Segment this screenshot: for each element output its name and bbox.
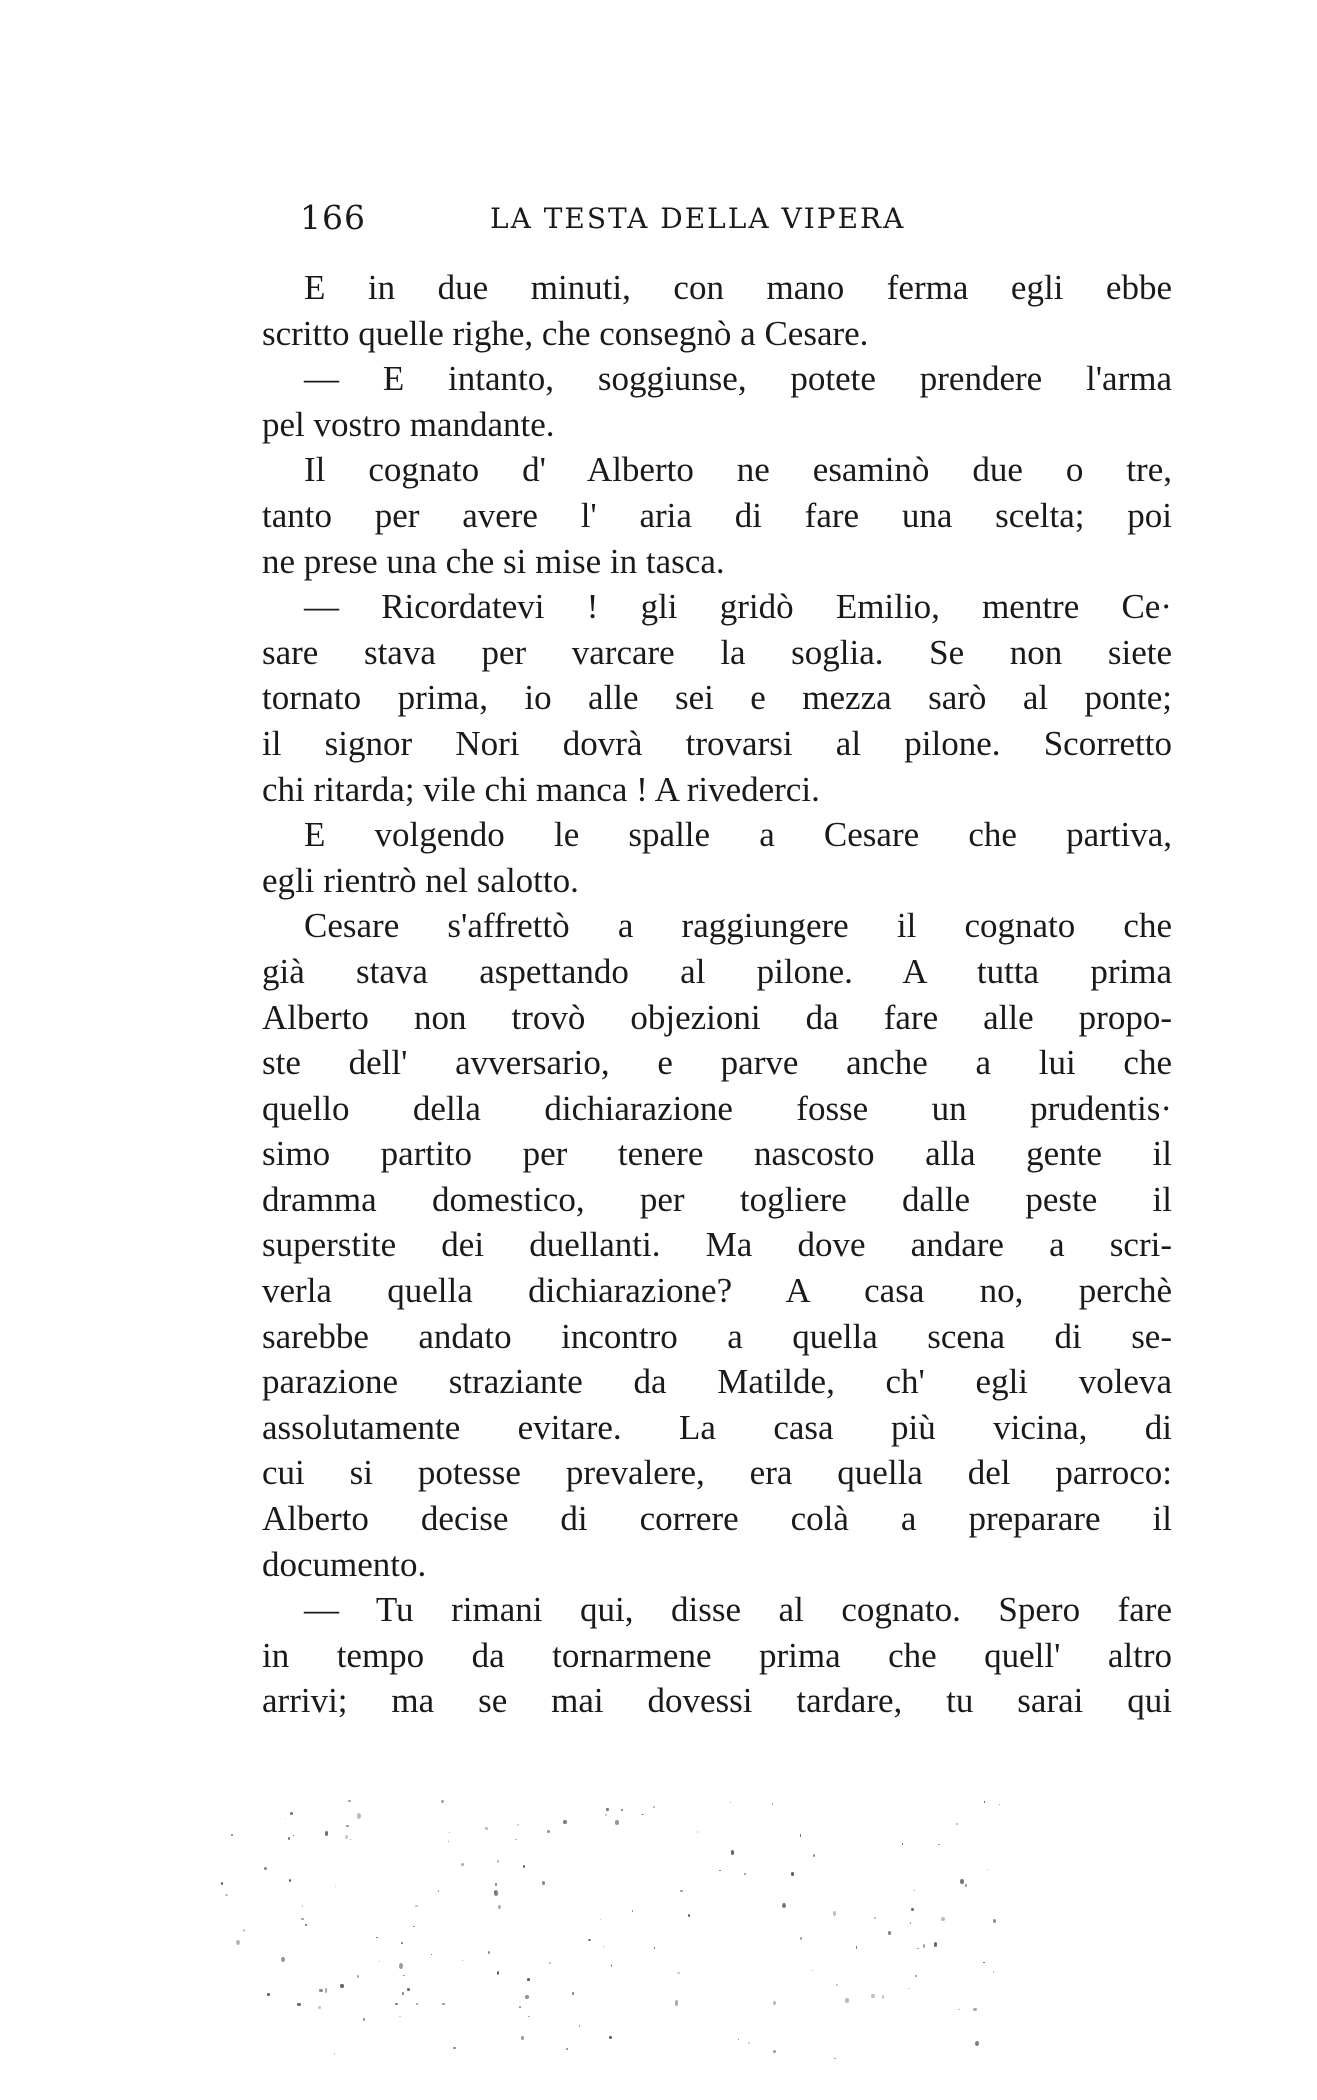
speckle bbox=[791, 1872, 795, 1877]
speckle bbox=[987, 1869, 988, 1871]
speckle bbox=[888, 1931, 891, 1934]
speckle bbox=[772, 1803, 774, 1804]
speckle bbox=[800, 1937, 803, 1940]
speckle bbox=[675, 2000, 679, 2006]
speckle bbox=[999, 1804, 1000, 1805]
speckle bbox=[856, 1946, 858, 1949]
speckle bbox=[357, 1975, 359, 1978]
speckle bbox=[632, 1910, 633, 1912]
speckle bbox=[915, 1975, 917, 1978]
speckle bbox=[357, 1813, 361, 1819]
speckle bbox=[448, 1841, 449, 1842]
text-line: in tempo da tornarmene prima che quell' altro bbox=[262, 1635, 1172, 1675]
speckle bbox=[462, 1960, 463, 1961]
speckle bbox=[225, 1894, 228, 1897]
speckle bbox=[549, 1962, 551, 1964]
speckle bbox=[264, 1867, 266, 1870]
speckle bbox=[453, 2047, 456, 2049]
text-line: — Ricordatevi ! gli gridò Emilio, mentre Ce· bbox=[304, 587, 1172, 627]
text-line: ne prese una che si mise in tasca. bbox=[262, 541, 725, 581]
text-line: ste dell' avversario, e parve anche a lui che bbox=[262, 1043, 1172, 1083]
speckle bbox=[984, 1801, 985, 1803]
speckle bbox=[579, 2025, 580, 2026]
speckle bbox=[267, 1993, 269, 1996]
speckle bbox=[547, 1830, 550, 1833]
speckle bbox=[431, 1954, 432, 1955]
speckle bbox=[236, 1940, 239, 1945]
speckle bbox=[243, 1929, 245, 1932]
text-line: pel vostro mandante. bbox=[262, 404, 555, 444]
speckle bbox=[688, 1914, 690, 1916]
speckle bbox=[350, 1839, 352, 1840]
speckle bbox=[975, 2041, 979, 2046]
speckle bbox=[415, 1905, 418, 1907]
speckle bbox=[956, 1823, 958, 1824]
speckle bbox=[281, 1957, 285, 1962]
speckle bbox=[941, 1917, 945, 1921]
speckle bbox=[641, 1814, 643, 1816]
text-line: cui si potesse prevalere, era quella del parroco: bbox=[262, 1453, 1172, 1493]
speckle bbox=[845, 1998, 848, 2002]
speckle bbox=[363, 2018, 365, 2020]
speckle bbox=[917, 1948, 918, 1949]
body-text bbox=[262, 265, 1172, 1724]
speckle bbox=[731, 1850, 734, 1854]
speckle bbox=[485, 1827, 488, 1829]
speckle bbox=[606, 1808, 609, 1812]
text-line: documento. bbox=[262, 1544, 427, 1584]
speckle bbox=[965, 1884, 967, 1887]
speckle bbox=[495, 1883, 496, 1885]
speckle bbox=[923, 1944, 926, 1947]
speckle bbox=[345, 1835, 348, 1839]
speckle bbox=[305, 1924, 307, 1925]
speckle bbox=[527, 1978, 530, 1981]
speckle bbox=[748, 2042, 750, 2044]
text-line: dramma domestico, per togliere dalle peste il bbox=[262, 1179, 1172, 1219]
speckle bbox=[521, 2036, 524, 2041]
speckle bbox=[813, 1854, 815, 1857]
speckle bbox=[566, 2048, 568, 2050]
text-line: — Tu rimani qui, disse al cognato. Spero fare bbox=[304, 1590, 1172, 1630]
speckle bbox=[773, 2050, 776, 2053]
text-line: E in due minuti, con mano ferma egli ebbe bbox=[304, 268, 1172, 307]
speckle bbox=[738, 2039, 739, 2040]
speckle bbox=[611, 1964, 612, 1966]
speckle bbox=[973, 2008, 977, 2011]
speckle bbox=[874, 1917, 876, 1919]
speckle bbox=[600, 1919, 601, 1920]
speckle bbox=[993, 1919, 997, 1923]
speckle bbox=[403, 1975, 404, 1977]
speckle bbox=[882, 1995, 885, 1999]
speckle bbox=[902, 1843, 903, 1844]
page-number: 166 bbox=[300, 198, 366, 237]
speckle bbox=[603, 1946, 604, 1947]
speckle bbox=[399, 1963, 403, 1969]
speckle bbox=[910, 1922, 912, 1924]
speckle bbox=[441, 1800, 443, 1803]
speckle bbox=[908, 1988, 909, 1989]
speckle bbox=[958, 2009, 960, 2011]
text-line: parazione straziante da Matilde, ch' egli voleva bbox=[262, 1362, 1172, 1402]
text-line: quello della dichiarazione fosse un prudentis· bbox=[262, 1088, 1172, 1128]
speckle bbox=[588, 1939, 591, 1941]
speckle bbox=[913, 1890, 915, 1891]
text-line: simo partito per tenere nascosto alla gente il bbox=[262, 1134, 1172, 1174]
text-line: superstite dei duellanti. Ma dove andare a scri- bbox=[262, 1225, 1172, 1265]
text-line: Alberto non trovò objezioni da fare alle propo- bbox=[262, 997, 1172, 1037]
speckle bbox=[515, 1839, 517, 1841]
speckle bbox=[319, 1989, 323, 1991]
text-line: il signor Nori dovrà trovarsi al pilone. Scorretto bbox=[262, 723, 1172, 763]
speckle bbox=[677, 1972, 679, 1974]
text-line: assolutamente evitare. La casa più vicina, di bbox=[262, 1407, 1172, 1447]
speckle bbox=[289, 1879, 291, 1882]
text-line: Alberto decise di correre colà a preparare il bbox=[262, 1499, 1172, 1539]
speckle bbox=[376, 1937, 378, 1938]
speckle bbox=[413, 1926, 414, 1927]
speckle bbox=[572, 1992, 574, 1995]
speckle bbox=[302, 1905, 304, 1907]
speckle bbox=[346, 1825, 349, 1828]
speckle bbox=[416, 2003, 418, 2005]
text-line: già stava aspettando al pilone. A tutta prima bbox=[262, 951, 1172, 991]
speckle bbox=[334, 2053, 335, 2055]
speckle bbox=[528, 2016, 530, 2017]
speckle bbox=[993, 1971, 994, 1973]
speckle bbox=[983, 1962, 985, 1963]
speckle bbox=[497, 1971, 500, 1975]
speckle bbox=[407, 1988, 410, 1991]
speckle bbox=[288, 1837, 290, 1840]
speckle bbox=[782, 1903, 786, 1908]
text-line: E volgendo le spalle a Cesare che partiva, bbox=[304, 815, 1172, 855]
speckle bbox=[812, 1970, 813, 1971]
speckle bbox=[438, 1890, 440, 1892]
text-line: chi ritarda; vile chi manca ! A rivederci. bbox=[262, 769, 820, 809]
text-line: arrivi; ma se mai dovessi tardare, tu sarai qui bbox=[262, 1681, 1172, 1721]
speckle bbox=[488, 1951, 490, 1954]
speckle bbox=[833, 1911, 836, 1915]
text-line: verla quella dichiarazione? A casa no, perchè bbox=[262, 1271, 1172, 1311]
page-header bbox=[300, 198, 1180, 242]
speckle bbox=[621, 1809, 623, 1811]
speckle bbox=[605, 1814, 607, 1816]
speckle bbox=[290, 1812, 292, 1815]
text-line: egli rientrò nel salotto. bbox=[262, 860, 579, 900]
speckle bbox=[680, 1890, 683, 1892]
text-line: scritto quelle righe, che consegnò a Cesare. bbox=[262, 313, 869, 353]
speckle bbox=[399, 2016, 401, 2017]
speckle bbox=[221, 1882, 223, 1885]
text-line: tanto per avere l' aria di fare una scelta; poi bbox=[262, 495, 1172, 535]
running-title: LA TESTA DELLA VIPERA bbox=[490, 202, 906, 235]
speckle bbox=[654, 1947, 655, 1948]
speckle bbox=[401, 1942, 403, 1944]
speckle bbox=[525, 1995, 528, 1999]
speckle bbox=[871, 1994, 874, 1998]
speckle bbox=[402, 1992, 404, 1995]
speckle bbox=[494, 1890, 498, 1896]
speckle bbox=[653, 1806, 655, 1808]
speckle bbox=[297, 2003, 301, 2007]
speckle bbox=[335, 1886, 336, 1887]
speckle bbox=[498, 1905, 501, 1909]
speckle bbox=[719, 1870, 721, 1871]
speckle bbox=[609, 2036, 612, 2039]
speckle bbox=[318, 2006, 322, 2009]
speckle bbox=[293, 1835, 294, 1836]
speckle bbox=[231, 1834, 233, 1836]
speckle bbox=[519, 2006, 521, 2008]
text-line: Il cognato d' Alberto ne esaminò due o tre, bbox=[304, 450, 1172, 490]
speckle bbox=[461, 1863, 464, 1866]
speckle bbox=[800, 1834, 802, 1836]
text-line: sarebbe andato incontro a quella scena di se- bbox=[262, 1316, 1172, 1356]
text-line: Cesare s'affrettò a raggiungere il cognato che bbox=[304, 906, 1172, 946]
speckle bbox=[379, 1961, 380, 1962]
speckle bbox=[563, 1820, 567, 1825]
speckle bbox=[615, 1820, 619, 1824]
speckle bbox=[834, 2058, 835, 2059]
speckle bbox=[449, 1832, 450, 1833]
text-line: sare stava per varcare la soglia. Se non siete bbox=[262, 632, 1172, 672]
speckle bbox=[340, 1984, 343, 1988]
speckle bbox=[395, 2003, 398, 2005]
text-line: — E intanto, soggiunse, potete prendere l'arma bbox=[304, 359, 1172, 399]
speckle bbox=[497, 1860, 499, 1863]
speckle bbox=[442, 2003, 445, 2005]
speckle bbox=[911, 1908, 913, 1911]
speckle bbox=[744, 1873, 746, 1875]
speckle bbox=[285, 1818, 287, 1819]
speckle bbox=[938, 1844, 940, 1846]
speckle bbox=[960, 1879, 964, 1884]
speckle bbox=[773, 2001, 776, 2005]
speckle bbox=[730, 1802, 731, 1803]
speckle bbox=[301, 1918, 304, 1920]
speckle bbox=[325, 1988, 328, 1992]
speckle bbox=[517, 1824, 520, 1826]
speckle bbox=[523, 1865, 525, 1868]
text-line: tornato prima, io alle sei e mezza sarò al ponte; bbox=[262, 678, 1172, 718]
speckle bbox=[542, 1881, 545, 1885]
speckle bbox=[697, 1831, 699, 1833]
speckle bbox=[836, 1984, 838, 1986]
speckle bbox=[348, 1800, 351, 1802]
speckle bbox=[934, 1942, 938, 1947]
speckle bbox=[325, 1831, 329, 1836]
